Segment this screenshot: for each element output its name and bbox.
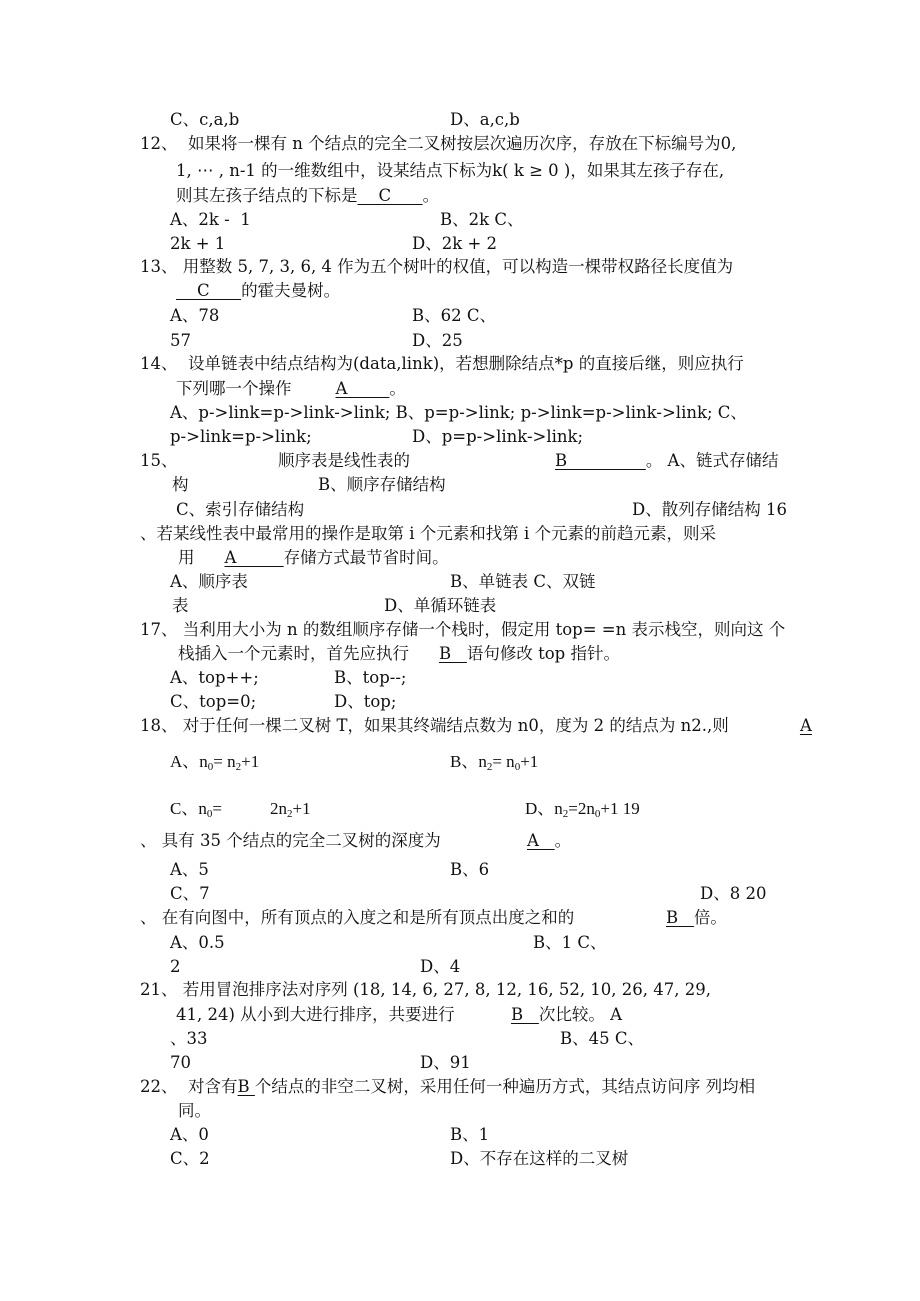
question-12-line-3 xyxy=(176,186,439,206)
option-a-q12: A、2k - 1 xyxy=(170,210,251,229)
question-15-number: 15、 xyxy=(140,451,178,470)
question-14-stem: 下列哪一个操作 xyxy=(176,379,292,398)
option-d-q11: D、a,c,b xyxy=(450,110,520,129)
option-c-q20-tail: 2 xyxy=(170,957,181,976)
question-19-stem: 、 具有 35 个结点的完全二叉树的深度为 xyxy=(140,831,441,850)
option-b-q21: B、45 C、 xyxy=(560,1029,644,1048)
question-21-stem: 41, 24) 从小到大进行排序，共要进行 xyxy=(176,1005,455,1024)
question-21-answer-line xyxy=(511,1005,622,1025)
question-19-answer-line xyxy=(527,831,571,851)
option-c-q19: C、7 xyxy=(170,884,210,903)
option-c-q18-value: $2n_2+1$ xyxy=(270,799,311,820)
question-18-line-1: 18、 对于任何一棵二叉树 T，如果其终端结点数为 n0，度为 2 的结点为 n2.,则 xyxy=(140,716,729,735)
question-20-stem: 、 在有向图中，所有顶点的入度之和是所有顶点出度之和的 xyxy=(140,908,575,927)
option-a-q16: A、顺序表 xyxy=(170,572,248,591)
option-c-q14: p->link=p->link; xyxy=(170,427,312,446)
options-q14-line-1: A、p->link=p->link->link; B、p=p->link; p->link=p->link->link; C、 xyxy=(170,403,747,422)
option-c-q17: C、top=0; xyxy=(170,692,257,711)
option-c-q13: 57 xyxy=(170,331,191,350)
option-c-q18: C、$n_0=$ xyxy=(170,799,222,820)
option-b-q16: B、单链表 C、双链 xyxy=(450,572,596,591)
question-20-tail: 倍。 xyxy=(693,908,727,927)
answer-blank-q15: B xyxy=(555,451,646,470)
question-14-line-2 xyxy=(176,379,406,399)
option-b-q19: B、6 xyxy=(450,860,490,879)
option-a-q19: A、5 xyxy=(170,860,209,879)
option-b-q22: B、1 xyxy=(450,1125,490,1144)
option-c-q21-tail: 70 xyxy=(170,1053,191,1072)
answer-blank-q17: B xyxy=(439,644,467,663)
answer-blank-q22: B xyxy=(237,1077,255,1096)
answer-blank-q19: A xyxy=(527,831,555,850)
option-c-q12: 2k + 1 xyxy=(170,234,226,253)
question-12-line-1: 12、 如果将一棵有 n 个结点的完全二叉树按层次遍历次序，存放在下标编号为0, xyxy=(140,134,737,153)
option-c-q15: C、索引存储结构 xyxy=(176,500,305,519)
option-d-q19: D、8 20 xyxy=(700,884,767,903)
answer-blank-q20: B xyxy=(666,908,694,927)
option-b-q20: B、1 C、 xyxy=(533,933,607,952)
option-a-q18: A、$n_0= n_2+1$ xyxy=(170,752,260,773)
question-13-line-2 xyxy=(176,281,340,301)
question-12-stem: 则其左孩子结点的下标是 xyxy=(176,186,358,205)
answer-blank-q18: A xyxy=(800,716,812,735)
question-17-line-2 xyxy=(178,644,620,664)
period: 。 xyxy=(389,379,406,398)
question-17-line-1: 17、 当利用大小为 n 的数组顺序存储一个栈时，假定用 top= =n 表示栈空，则向这 个 xyxy=(140,620,786,639)
question-16-tail: 存储方式最节省时间。 xyxy=(283,548,449,567)
question-21-line-1: 21、 若用冒泡排序法对序列 (18, 14, 6, 27, 8, 12, 16, 52, 10, 26, 47, 29, xyxy=(140,980,712,999)
option-a-q20: A、0.5 xyxy=(170,933,225,952)
question-16-line-2 xyxy=(178,548,449,568)
option-a-q17: A、top++; xyxy=(170,668,259,687)
period: 。 xyxy=(554,831,572,850)
question-12-line-2: 1, ⋯ , n-1 的一维数组中，设某结点下标为k( k ≥ 0 )，如果其左孩子存在, xyxy=(176,161,725,180)
option-c-q16-tail: 表 xyxy=(172,596,189,615)
option-a-q13: A、78 xyxy=(170,306,220,325)
option-a-q22: A、0 xyxy=(170,1125,209,1144)
answer-blank-q21: B xyxy=(511,1005,539,1024)
option-d-q14: D、p=p->link->link; xyxy=(412,427,584,446)
answer-blank-q12: C xyxy=(357,186,423,205)
option-d-q17: D、top; xyxy=(334,692,397,711)
question-13-tail: 的霍夫曼树。 xyxy=(241,281,341,300)
option-d-q22: D、不存在这样的二叉树 xyxy=(450,1149,629,1168)
question-16-line-1: 、若某线性表中最常用的操作是取第 i 个元素和找第 i 个元素的前趋元素，则采 xyxy=(140,524,717,543)
option-a-q21: 、33 xyxy=(170,1029,208,1048)
question-22-tail: 个结点的非空二叉树，采用任何一种遍历方式，其结点访问序 列均相 xyxy=(254,1077,756,1096)
option-b-q18: B、$n_2= n_0+1$ xyxy=(450,752,539,773)
option-d-q18: D、$n_2=2n_0+1$ 19 xyxy=(525,799,640,820)
question-20-answer-line xyxy=(666,908,727,928)
question-22-line-1 xyxy=(140,1077,755,1097)
option-d-q12: D、2k + 2 xyxy=(412,234,498,253)
option-c-q11: C、c,a,b xyxy=(170,110,240,129)
option-c-q22: C、2 xyxy=(170,1149,210,1168)
question-17-tail: 语句修改 top 指针。 xyxy=(466,644,620,663)
question-14-line-1: 14、 设单链表中结点结构为(data,link)，若想删除结点*p 的直接后继，则应执行 xyxy=(140,354,744,373)
option-b-q13: B、62 C、 xyxy=(412,306,496,325)
answer-blank-q14: A xyxy=(335,379,390,398)
question-22-line-2: 同。 xyxy=(178,1101,211,1120)
question-22-stem: 22、 对含有 xyxy=(140,1077,238,1096)
question-15-answer-line xyxy=(555,451,778,471)
option-b-q15: B、顺序存储结构 xyxy=(318,475,446,494)
option-d-q20: D、4 xyxy=(420,957,461,976)
option-a-q15-tail: 构 xyxy=(172,475,189,494)
answer-blank-q13: C xyxy=(176,281,242,300)
option-d-q13: D、25 xyxy=(412,331,463,350)
option-a-q15: 。 A、链式存储结 xyxy=(645,451,779,470)
answer-blank-q16: A xyxy=(224,548,284,567)
question-13-line-1: 13、 用整数 5, 7, 3, 6, 4 作为五个树叶的权值，可以构造一棵带权路径长度值为 xyxy=(140,257,734,276)
option-d-q16: D、单循环链表 xyxy=(384,596,497,615)
option-b-q12: B、2k C、 xyxy=(440,210,524,229)
question-15-stem: 顺序表是线性表的 xyxy=(278,451,410,470)
question-21-tail: 次比较。 A xyxy=(538,1005,623,1024)
option-b-q17: B、top--; xyxy=(334,668,407,687)
option-d-q15: D、散列存储结构 16 xyxy=(632,500,787,519)
option-d-q21: D、91 xyxy=(420,1053,471,1072)
question-16-stem: 用 xyxy=(178,548,195,567)
period: 。 xyxy=(422,186,440,205)
question-17-stem: 栈插入一个元素时，首先应执行 xyxy=(178,644,409,663)
